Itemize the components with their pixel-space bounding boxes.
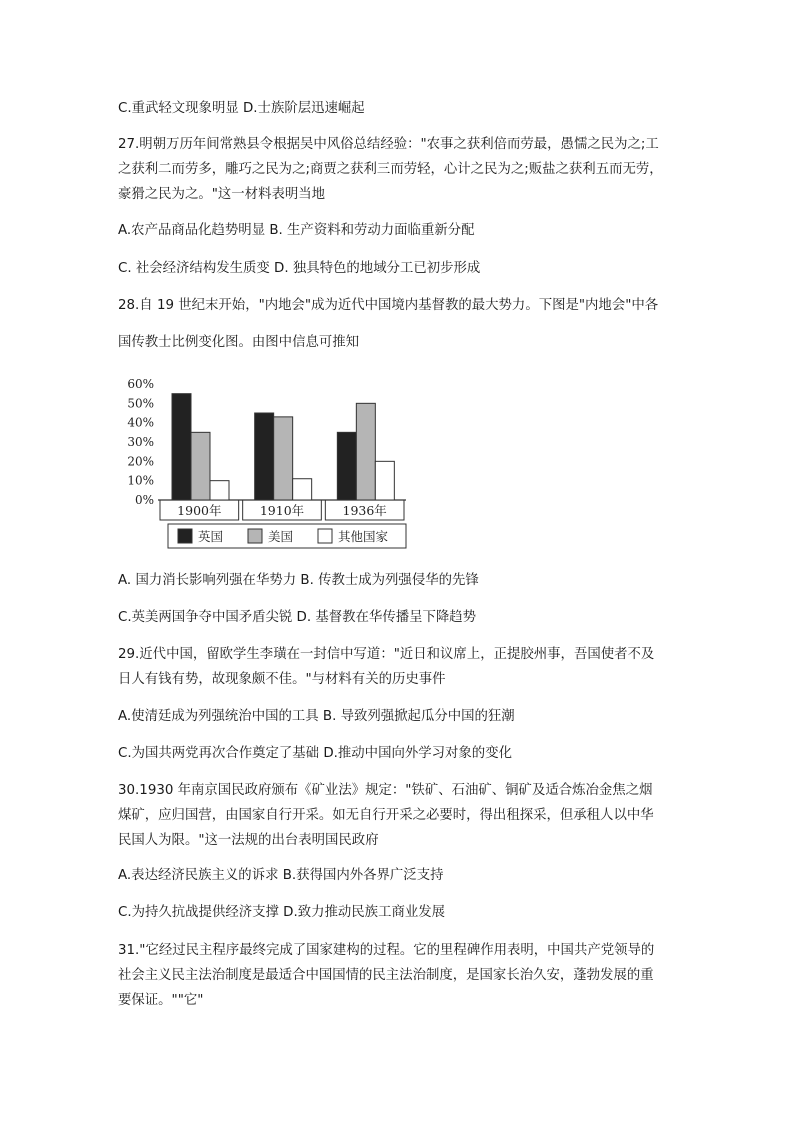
- bar-1-2: [255, 413, 274, 500]
- option-line-30ab: A.表达经济民族主义的诉求 B.获得国内外各界广泛支持: [118, 868, 444, 883]
- legend-swatch: [248, 529, 262, 543]
- option-line-28cd: C.英美两国争夺中国矛盾尖锐 D. 基督教在华传播呈下降趋势: [118, 610, 477, 625]
- x-tick-label: 1900年: [177, 503, 222, 518]
- option-line-26cd: C.重武轻文现象明显 D.士族阶层迅速崛起: [118, 101, 365, 116]
- y-tick-label: 0%: [134, 493, 154, 507]
- question-30-line-1: 30.1930 年南京国民政府颁布《矿业法》规定："铁矿、石油矿、铜矿及适合炼冶金焦之烟: [118, 783, 653, 798]
- option-line-28ab: A. 国力消长影响列强在华势力 B. 传教士成为列强侵华的先锋: [118, 573, 479, 588]
- question-30-line-2: 煤矿，应归国营，由国家自行开采。如无自行开采之必要时，得出租探采，但承租人以中华: [118, 808, 654, 823]
- option-line-30cd: C.为持久抗战提供经济支撑 D.致力推动民族工商业发展: [118, 905, 446, 920]
- x-tick-label: 1936年: [342, 503, 387, 518]
- legend-label: 英国: [198, 529, 224, 544]
- bar-2-1: [191, 432, 210, 500]
- x-tick-label: 1910年: [259, 503, 305, 518]
- option-line-27ab: A.农产品商品化趋势明显 B. 生产资料和劳动力面临重新分配: [118, 223, 475, 238]
- legend-swatch: [318, 529, 332, 543]
- legend-label: 美国: [268, 529, 294, 544]
- question-28-line-1: 28.自 19 世纪末开始，"内地会"成为近代中国境内基督教的最大势力。下图是"内地会"中各: [118, 298, 659, 313]
- legend-label: 其他国家: [338, 529, 389, 544]
- question-31-line-1: 31."它经过民主程序最终完成了国家建构的过程。它的里程碑作用表明，中国共产党领导的: [118, 943, 655, 958]
- y-tick-label: 50%: [127, 396, 154, 411]
- y-tick-label: 60%: [127, 377, 154, 391]
- y-tick-label: 40%: [127, 415, 154, 430]
- question-30-line-3: 民国人为限。"这一法规的出台表明国民政府: [118, 833, 379, 848]
- bar-3-1: [210, 481, 229, 500]
- question-31-line-3: 要保证。""它": [118, 993, 204, 1008]
- bar-chart-svg: [118, 368, 408, 552]
- y-tick-label: 20%: [127, 454, 154, 469]
- bar-3-3: [375, 461, 394, 500]
- question-31-line-2: 社会主义民主法治制度是最适合中国国情的民主法治制度，是国家长治久安，蓬勃发展的重: [118, 968, 654, 983]
- question-29-line-1: 29.近代中国，留欧学生李璜在一封信中写道："近日和议席上，正提胶州事，吾国使者不及: [118, 647, 655, 662]
- legend-swatch: [178, 529, 192, 543]
- bar-3-2: [293, 479, 312, 500]
- option-line-27cd: C. 社会经济结构发生质变 D. 独具特色的地域分工已初步形成: [118, 261, 481, 276]
- question-27-line-2: 之获利二而劳多，雕巧之民为之;商贾之获利三而劳轻，心计之民为之;贩盐之获利五而无劳，: [118, 162, 663, 177]
- option-line-29ab: A.使清廷成为列强统治中国的工具 B. 导致列强掀起瓜分中国的狂潮: [118, 709, 515, 724]
- bar-2-3: [356, 403, 375, 500]
- y-tick-label: 30%: [127, 435, 154, 449]
- bar-2-2: [274, 417, 293, 500]
- bar-1-1: [172, 394, 191, 500]
- question-29-line-2: 日人有钱有势，故现象颇不佳。"与材料有关的历史事件: [118, 672, 446, 687]
- bar-1-3: [337, 432, 356, 500]
- option-line-29cd: C.为国共两党再次合作奠定了基础 D.推动中国向外学习对象的变化: [118, 746, 512, 761]
- question-28-line-2: 国传教士比例变化图。由图中信息可推知: [118, 335, 360, 350]
- missionary-ratio-chart: [118, 368, 408, 552]
- y-tick-label: 10%: [127, 473, 154, 488]
- question-27-line-3: 豪猾之民为之。"这一材料表明当地: [118, 187, 326, 202]
- question-27-line-1: 27.明朝万历年间常熟县令根据吴中风俗总结经验："农事之获利倍而劳最，愚懦之民为之;工: [118, 137, 659, 152]
